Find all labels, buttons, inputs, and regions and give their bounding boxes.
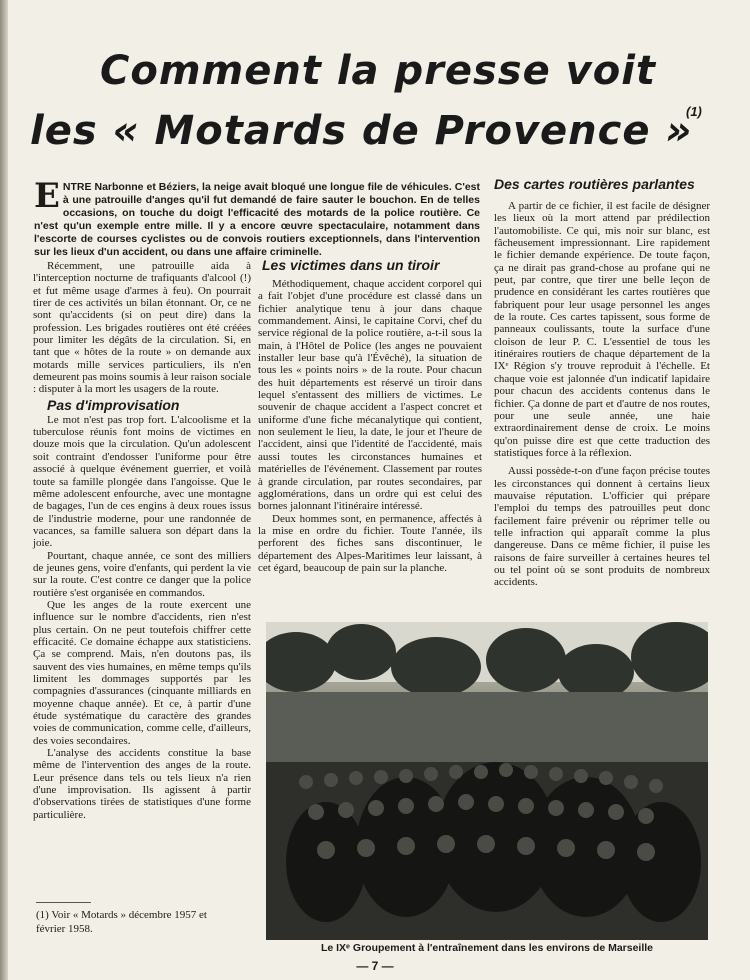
footnote-divider bbox=[36, 902, 91, 903]
paragraph: Pourtant, chaque année, ce sont des milliers de jeunes gens, voire d'enfants, qui perdent la vie sur la route. C'est contre ce danger que la police routière s'est organisée en commandos. bbox=[33, 549, 251, 599]
paragraph: Le mot n'est pas trop fort. L'alcoolisme et la tuberculose réunis font moins de victimes en douze mois que la circulation. Qu'un adolescent soit contraint d'endosser l'uniforme pour être associé à quelque événement guerrier, et voilà toute sa famille plongée dans l'angoisse. Que le même adolescent enfourche, avec une montagne de bagages, l'un de ces engins à deux roues issus de l'industrie moderne, pour une randonnée de vacances, sa famille saluera son départ dans la joie. bbox=[33, 413, 251, 550]
paragraph: Aussi possède-t-on d'une façon précise toutes les circonstances qui donnent à certains lieux mauvaise réputation. L'officier qui prépare l'emploi du temps des patrouilles peut donc facilement faire prévenir ou réprimer telle ou telle infraction qui apparaît comme la plus dangereuse. Dans ce même fichier, il puise les raisons de faire surveiller à certaines heures tel ou tel point où se sont produits de nombreux accidents. bbox=[494, 465, 710, 589]
article-title-line-2: les « Motards de Provence » bbox=[30, 108, 693, 154]
section-heading-les-victimes: Les victimes dans un tiroir bbox=[262, 257, 440, 273]
column-2 bbox=[258, 278, 482, 574]
paragraph: Méthodiquement, chaque accident corporel qui a fait l'objet d'une procédure est classé dans un fichier analytique tenu à jour dans chaque commandement. Ainsi, le capitaine Corvi, chef du service régional de la police routière, a-t-il sous la main, à l'Hôtel de Police (les anges ne pouvaient installer leur base qu'à l'Évêché), la situation de tous les « points noirs » de la route. Pour chacun des huit départements est réservé un tiroir dans lequel s'entassent des milliers de victimes. Le souvenir de chaque accident a l'aspect concret et uniforme d'une fiche mécanalytique qui contient, non seulement le lieu, la date, le jour et l'heure de l'accident, ainsi que l'identité de l'accidenté, mais aussi toutes les circonstances humaines et matérielles de l'événement. Classement par routes à grande circulation, par routes secondaires, par agglomérations, dans un ordre qui est celui des bornes jalonnant l'itinéraire intéressé. bbox=[258, 278, 482, 513]
article-intro bbox=[34, 176, 480, 259]
photo-illustration bbox=[266, 622, 708, 940]
paragraph: L'analyse des accidents constitue la base même de l'intervention des anges de la route. Leur présence dans tels ou tels lieux n'a rien d'une improvisation. Ils agissent à partir d'observations tirées de statistiques d'une forme particulière. bbox=[33, 747, 251, 821]
title-footnote-mark: (1) bbox=[686, 104, 702, 119]
page-number: — 7 — bbox=[356, 959, 394, 973]
drop-cap: E bbox=[34, 176, 60, 216]
footnote: (1) Voir « Motards » décembre 1957 et février 1958. bbox=[36, 909, 207, 935]
page-spine-shadow bbox=[0, 0, 8, 980]
article-title-line-1: Comment la presse voit bbox=[100, 48, 657, 94]
paragraph: Deux hommes sont, en permanence, affectés à la mise en ordre du fichier. Toute l'année, ils perforent des fiches sans discontinuer, le département des Alpes-Maritimes leur laissant, à cet égard, beaucoup de pain sur la planche. bbox=[258, 512, 482, 574]
column-3 bbox=[494, 200, 710, 589]
paragraph: Que les anges de la route exercent une influence sur le nombre d'accidents, rien n'est plus certain. On ne peut toutefois chiffrer cette efficacité. Ce domaine échappe aux statisticiens. Ça se comprend. Mais, n'en doutons pas, ils sauvent des vies humaines, en même temps qu'ils limitent les dommages supportés par les compagnies d'assurances (cinquante milliards en moyenne chaque année). Et ce, à partir d'une étude systématique du caractère des grandes voies de communication, comme celle, d'ailleurs, des voies secondaires. bbox=[33, 598, 251, 747]
intro-text: NTRE Narbonne et Béziers, la neige avait bloqué une longue file de véhicules. C'est à une patrouille d'anges qu'il fut demandé de faire sauter le bouchon. En de telles occasions, on touche du doigt l'efficacité des motards de la police routière. Ce n'est qu'un exemple entre mille. Il y a encore œuvre spectaculaire, notamment dans l'escorte de courses cyclistes ou de convois routiers exceptionnels, dans l'intervention sur les lieux d'un accident, ou dans une affaire criminelle. bbox=[34, 181, 480, 258]
photo-caption: Le IXᵉ Groupement à l'entraînement dans les environs de Marseille bbox=[320, 942, 654, 954]
section-heading-cartes-routieres: Des cartes routières parlantes bbox=[494, 176, 695, 192]
section-heading-pas-d-improvisation: Pas d'improvisation bbox=[47, 396, 180, 413]
group-photo-motards bbox=[266, 622, 708, 940]
paragraph: A partir de ce fichier, il est facile de désigner les lieux où la mort attend par prédilection l'automobiliste. Ce qui, mis noir sur blanc, est fâcheusement impressionnant. Lire rapidement le fichier demande expérience. De toute façon, ça ne dirait pas grand-chose au profane qui ne peut, par contre, que tirer une belle leçon de prudence en considérant les cartes routières que fabriquent pour leur usage personnel les anges de la route. Ces cartes tapissent, sous forme de panneaux coulissants, toute la surface d'une cloison de leur P. C. L'essentiel de tous les itinéraires routiers de chaque département de la IXᵉ Région s'y trouve reproduit à l'échelle. Et chaque voie est jalonnée d'un indicatif lapidaire pour chacun des accidents contenus dans le fichier. Ça donne de part et d'autre de nos routes, pour une seule année, une haie extraordinairement dense de croix. Le moins qu'on puisse dire est que cette traduction des statistiques force à la réflexion. bbox=[494, 200, 710, 459]
paragraph: Récemment, une patrouille aida à l'interception nocturne de trafiquants d'alcool (!) et fut même usage d'armes à feu). On pourrait tirer de ces activités un bilan étonnant. Or, ce ne sont qu'accidents (si on peut dire) dans la profession. Les brigades routières ont été créées pour limiter les dégâts de la circulation. Si, en tant que « hôtes de la route » on demande aux motards mille services particuliers, ils n'en demeurent pas moins soumis à leur raison sociale : disputer à la mort les usagers de la route. bbox=[33, 260, 251, 396]
column-1 bbox=[33, 260, 251, 821]
